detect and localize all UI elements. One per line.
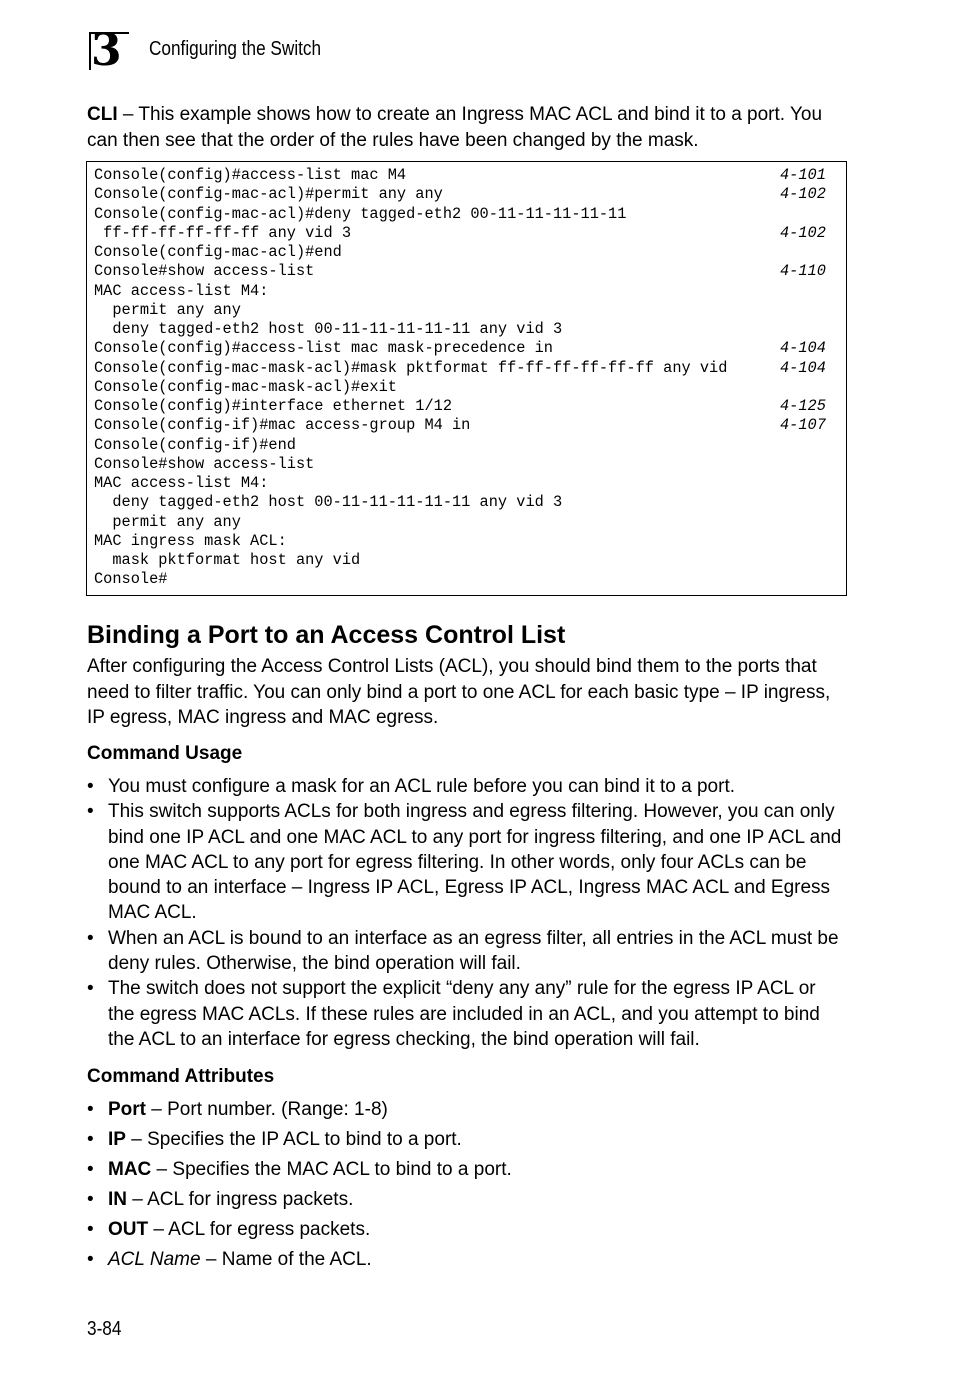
code-page-reference: 4-104: [780, 339, 826, 358]
bullet-icon: •: [87, 1128, 94, 1150]
command-attributes-list: [87, 1097, 847, 1277]
code-command-text: Console(config-mac-acl)#end: [94, 243, 342, 261]
code-command-text: mask pktformat host any vid: [94, 551, 361, 569]
cli-intro-paragraph: [87, 102, 847, 153]
code-command-text: Console(config-mac-mask-acl)#exit: [94, 377, 397, 396]
code-line: [94, 416, 846, 435]
code-page-reference: 4-110: [780, 262, 826, 281]
code-command-text: deny tagged-eth2 host 00-11-11-11-11-11 any vid 3: [94, 320, 563, 338]
code-command-text: deny tagged-eth2 host 00-11-11-11-11-11 any vid 3: [94, 493, 563, 512]
attribute-term: OUT: [108, 1218, 149, 1240]
code-command-text: Console(config-if)#end: [94, 435, 296, 454]
chapter-number: 3: [91, 25, 121, 76]
code-line: [94, 185, 846, 204]
bullet-icon: •: [87, 978, 94, 1000]
code-page-reference: 4-104: [780, 358, 826, 377]
attribute-description: – Specifies the MAC ACL to bind to a port.: [151, 1158, 512, 1180]
code-page-reference: 4-101: [780, 166, 826, 184]
code-command-text: permit any any: [94, 512, 241, 531]
attribute-description: – Port number. (Range: 1-8): [146, 1099, 388, 1120]
usage-item-text: When an ACL is bound to an interface as an egress filter, all entries in the ACL must be deny rules. Otherwise, the bind operation will fail.: [108, 927, 839, 975]
cli-label: CLI: [87, 104, 118, 125]
code-page-reference: 4-107: [780, 416, 826, 435]
attribute-list-item: [87, 1187, 847, 1212]
bullet-icon: •: [87, 776, 94, 797]
code-line: [94, 436, 846, 455]
code-command-text: ff-ff-ff-ff-ff-ff any vid 3: [94, 223, 352, 242]
attribute-description: – ACL for ingress packets.: [127, 1188, 354, 1210]
code-line: [94, 455, 846, 474]
code-command-text: permit any any: [94, 300, 241, 319]
code-line: [94, 474, 846, 493]
code-line: [94, 551, 846, 570]
code-command-text: Console#: [94, 570, 168, 589]
code-command-text: MAC access-list M4:: [94, 474, 269, 492]
attribute-list-item: [87, 1127, 847, 1152]
code-line: [94, 262, 846, 281]
attribute-list-item: [87, 1217, 847, 1242]
code-command-text: Console(config-mac-mask-acl)#mask pktformat ff-ff-ff-ff-ff-ff any vid: [94, 358, 728, 377]
code-line: [94, 359, 846, 378]
code-line: [94, 532, 846, 551]
attribute-list-item: [87, 1097, 847, 1122]
bullet-icon: •: [87, 1218, 94, 1240]
code-line: [94, 378, 846, 397]
usage-list-item: [87, 799, 847, 925]
code-command-text: Console(config-mac-acl)#deny tagged-eth2 00-11-11-11-11-11: [94, 204, 627, 223]
usage-list-item: [87, 926, 847, 977]
bullet-icon: •: [87, 801, 94, 823]
attribute-term: IP: [108, 1128, 126, 1150]
attribute-term: ACL Name: [108, 1248, 201, 1270]
code-page-reference: 4-102: [780, 185, 826, 204]
attribute-list-item: [87, 1247, 847, 1272]
code-line: [94, 397, 846, 416]
code-page-reference: 4-125: [780, 397, 826, 415]
command-usage-heading: Command Usage: [87, 743, 243, 764]
running-header-title: Configuring the Switch: [149, 38, 322, 60]
usage-item-text: This switch supports ACLs for both ingress and egress filtering. However, you can only bind one IP ACL and one MAC ACL to any port for ingress filtering, and one IP ACL and one MAC ACL to any port for egress filtering. In other words, only four ACLs can be bound to an interface – Ingress IP ACL, Egress IP ACL, Ingress MAC ACL and Egress MAC ACL.: [108, 801, 842, 924]
attribute-description: – Specifies the IP ACL to bind to a port.: [125, 1128, 462, 1150]
code-line: [94, 301, 846, 320]
code-page-reference: 4-102: [780, 223, 826, 242]
code-command-text: Console(config)#access-list mac mask-precedence in: [94, 339, 553, 358]
section-intro-paragraph: After configuring the Access Control Lists (ACL), you should bind them to the ports that need to filter traffic. You can only bind a port to one ACL for each basic type – IP ingress, IP egress, MAC ingress and MAC egress.: [87, 656, 831, 728]
code-command-text: Console#show access-list: [94, 262, 315, 281]
attribute-list-item: [87, 1157, 847, 1182]
code-command-text: Console(config-if)#mac access-group M4 in: [94, 416, 471, 435]
attribute-description: – ACL for egress packets.: [148, 1218, 371, 1240]
code-line: [94, 166, 846, 185]
code-line: [94, 205, 846, 224]
attribute-description: – Name of the ACL.: [200, 1248, 372, 1270]
code-command-text: MAC ingress mask ACL:: [94, 531, 287, 550]
attribute-term: Port: [108, 1099, 146, 1120]
code-line: [94, 339, 846, 358]
usage-item-text: The switch does not support the explicit “deny any any” rule for the egress IP ACL or the egress MAC ACLs. If these rules are included in an ACL, and you attempt to bind the ACL to an interface for egress checking, the bind operation will fail.: [108, 978, 820, 1050]
attribute-term: MAC: [108, 1158, 152, 1180]
bullet-icon: •: [87, 1099, 94, 1120]
bullet-icon: •: [87, 1248, 94, 1270]
section-title: Binding a Port to an Access Control List: [87, 621, 566, 649]
code-line: [94, 513, 846, 532]
code-line: [94, 493, 846, 512]
code-line: [94, 224, 846, 243]
bullet-icon: •: [87, 1188, 94, 1210]
cli-example-code-block: [86, 161, 847, 596]
code-line: [94, 282, 846, 301]
code-line: [94, 320, 846, 339]
attribute-term: IN: [108, 1188, 127, 1210]
cli-intro-text: – This example shows how to create an Ingress MAC ACL and bind it to a port. You can then see that the order of the rules have been changed by the mask.: [87, 104, 823, 151]
command-attributes-heading: Command Attributes: [87, 1066, 275, 1087]
bullet-icon: •: [87, 927, 94, 949]
code-command-text: Console(config)#access-list mac M4: [94, 166, 407, 184]
code-command-text: Console(config-mac-acl)#permit any any: [94, 185, 443, 204]
usage-item-text: You must configure a mask for an ACL rule before you can bind it to a port.: [108, 776, 736, 797]
code-command-text: Console#show access-list: [94, 454, 315, 473]
usage-list-item: [87, 976, 847, 1052]
code-command-text: MAC access-list M4:: [94, 281, 269, 300]
bullet-icon: •: [87, 1158, 94, 1180]
usage-list-item: [87, 774, 847, 799]
command-usage-list: [87, 774, 847, 1052]
code-command-text: Console(config)#interface ethernet 1/12: [94, 397, 453, 415]
page-number: 3-84: [87, 1318, 122, 1340]
code-line: [94, 243, 846, 262]
code-line: [94, 570, 846, 589]
